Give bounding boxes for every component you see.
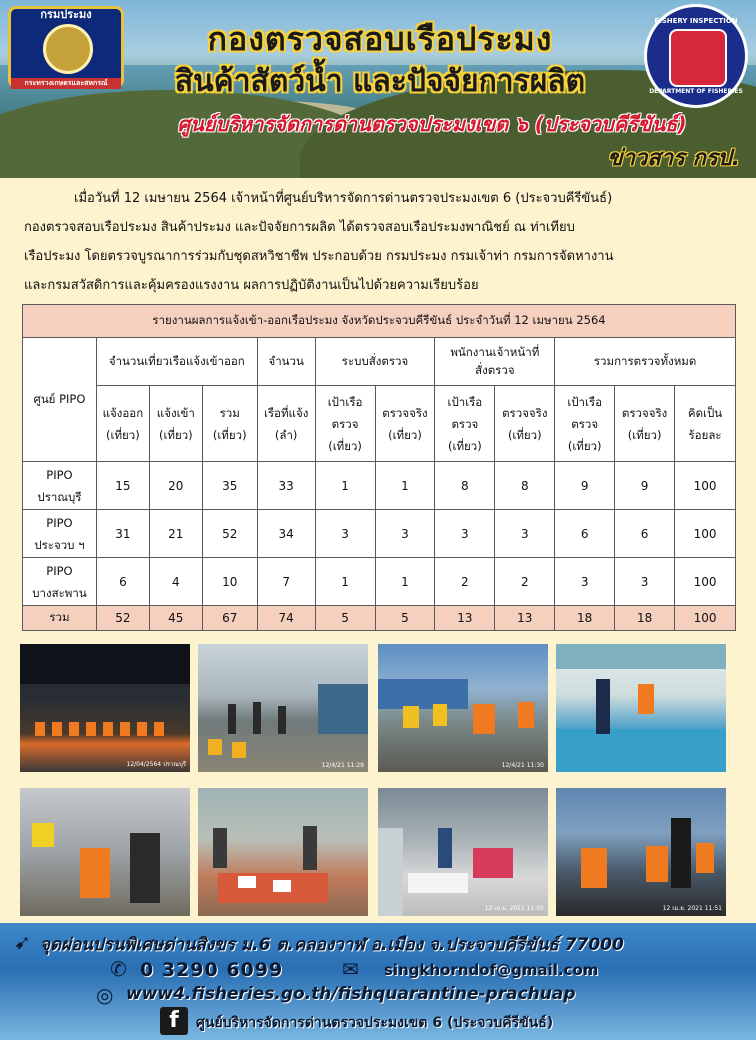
table-cell: 100: [675, 462, 736, 510]
actual-label: ตรวจจริง: [502, 405, 548, 420]
total-cell: 5: [375, 606, 435, 631]
table-cell: 52: [202, 510, 257, 558]
table-cell: 6: [96, 558, 149, 606]
table-cell: 1: [375, 462, 435, 510]
unit-label: (เที่ยว): [627, 427, 662, 442]
photo-boat-deck: [556, 644, 726, 772]
total-label: รวม: [23, 606, 97, 631]
title-line-3: ศูนย์บริหารจัดการด่านตรวจประมงเขต ๖ (ประจวบคีรีขันธ์): [177, 112, 687, 136]
table-cell: 3: [615, 558, 675, 606]
table-cell: 10: [202, 558, 257, 606]
col-group-boats: [257, 338, 315, 386]
center-name-a: PIPO: [46, 515, 73, 530]
photo-stamp: 12/4/21 11:29: [321, 762, 364, 769]
total-cell: 67: [202, 606, 257, 631]
target-label-b: ตรวจ: [571, 416, 599, 431]
photo-document-check: [198, 788, 368, 916]
table-cell: 33: [257, 462, 315, 510]
row-center-name: [23, 558, 97, 606]
shield-icon: [669, 29, 727, 87]
row-center-name: [23, 462, 97, 510]
table-cell: 4: [149, 558, 202, 606]
photo-stamp: 12/4/21 11:30: [501, 762, 544, 769]
photo-illustration: [198, 644, 368, 772]
logo-left-bottom-text: กระทรวงเกษตรและสหกรณ์: [11, 78, 121, 89]
table-cell: 2: [435, 558, 495, 606]
unit-label: (เที่ยว): [212, 427, 247, 442]
table-cell: 1: [315, 462, 375, 510]
total-cell: 74: [257, 606, 315, 631]
center-name-b: ประจวบ ฯ: [34, 537, 85, 552]
article-line-4: และกรมสวัสดิการและคุ้มครองแรงงาน ผลการปฏิบัติงานเป็นไปด้วยความเรียบร้อย: [24, 278, 479, 293]
photo-interview-indoor: [20, 788, 190, 916]
center-name-a: PIPO: [46, 563, 73, 578]
footer-facebook[interactable]: ศูนย์บริหารจัดการด่านตรวจประมงเขต 6 (ประจวบคีรีขันธ์): [196, 1015, 554, 1031]
table-cell: 9: [615, 462, 675, 510]
center-name-b: บางสะพาน: [32, 585, 87, 600]
photo-crew-lineup-night: [20, 644, 190, 772]
table-cell: 3: [375, 510, 435, 558]
unit-label: (เที่ยว): [328, 438, 362, 453]
photo-port-inspection-group: [198, 644, 368, 772]
fishery-inspection-logo: [644, 4, 748, 108]
sub-header-in: [149, 386, 202, 462]
photo-stamp: 12 เม.ย. 2021 11:51: [662, 905, 722, 912]
table-cell: 100: [675, 558, 736, 606]
photo-illustration: [198, 788, 368, 916]
table-cell: 21: [149, 510, 202, 558]
header-banner: [0, 0, 756, 178]
unit-label: (เที่ยว): [106, 427, 140, 442]
unit-label: (เที่ยว): [158, 427, 193, 442]
sub-boats-label: เรือที่แจ้ง: [263, 405, 309, 420]
globe-icon: ◎: [96, 983, 114, 1007]
sub-header-all-target: [555, 386, 615, 462]
total-cell: 45: [149, 606, 202, 631]
pipo-report-table: [22, 304, 736, 631]
logo-left-top-text: กรมประมง: [40, 8, 92, 21]
target-label-a: เป้าเรือ: [447, 394, 483, 409]
total-cell: 100: [675, 606, 736, 631]
col-group-trips: จำนวนเที่ยวเรือแจ้งเข้าออก: [96, 338, 257, 386]
table-cell: 6: [555, 510, 615, 558]
target-label-b: ตรวจ: [451, 416, 479, 431]
table-cell: 7: [257, 558, 315, 606]
table-cell: 2: [495, 558, 555, 606]
table-cell: 15: [96, 462, 149, 510]
col-group-boats-a: จำนวน: [268, 353, 304, 368]
center-name-b: ปราณบุรี: [37, 489, 82, 504]
table-cell: 20: [149, 462, 202, 510]
photo-illustration: [378, 788, 548, 916]
photo-registration-desk: [378, 788, 548, 916]
target-label-a: เป้าเรือ: [567, 394, 603, 409]
email-icon: ✉: [342, 957, 359, 981]
title-line-2: สินค้าสัตว์น้ำ และปัจจัยการผลิต: [174, 64, 586, 99]
sub-header-off-target: [435, 386, 495, 462]
article-line-1: เมื่อวันที่ 12 เมษายน 2564 เจ้าหน้าที่ศูนย์บริหารจัดการด่านตรวจประมงเขต 6 (ประจวบคีรีขันธ์): [74, 191, 613, 206]
sub-header-sys-actual: [375, 386, 435, 462]
actual-label: ตรวจจริง: [621, 405, 668, 420]
sub-in-label: แจ้งเข้า: [156, 405, 195, 420]
sub-header-out: [96, 386, 149, 462]
sub-header-total: [202, 386, 257, 462]
sub-header-off-actual: [495, 386, 555, 462]
sub-out-label: แจ้งออก: [102, 405, 144, 420]
table-cell: 100: [675, 510, 736, 558]
table-total-row: [23, 606, 736, 631]
table-cell: 9: [555, 462, 615, 510]
unit-label: (เที่ยว): [567, 438, 602, 453]
table-cell: 35: [202, 462, 257, 510]
col-group-officer: [435, 338, 555, 386]
col-group-total: รวมการตรวจทั้งหมด: [555, 338, 736, 386]
seal-icon: [43, 24, 93, 74]
table-row: [23, 558, 736, 606]
sub-header-all-actual: [615, 386, 675, 462]
footer-address: จุดผ่อนปรนพิเศษด่านสิงขร ม.6 ต.คลองวาฬ อ.เมือง จ.ประจวบคีรีขันธ์ 77000: [40, 935, 624, 955]
unit-label: (เที่ยว): [448, 438, 482, 453]
sub-total-label: รวม: [219, 405, 240, 420]
unit-label: (เที่ยว): [388, 427, 422, 442]
sub-header-sys-target: [315, 386, 375, 462]
logo-right-top-text: FISHERY INSPECTION: [654, 17, 738, 25]
article-paragraph: [24, 184, 736, 300]
table-title: รายงานผลการแจ้งเข้า-ออกเรือประมง จังหวัดประจวบคีรีขันธ์ ประจำวันที่ 12 เมษายน 2564: [23, 305, 736, 338]
table-cell: 1: [375, 558, 435, 606]
photo-officers-docs: [378, 644, 548, 772]
col-group-officer-a: พนักงานเจ้าหน้าที่: [450, 344, 540, 359]
footer-website[interactable]: www4.fisheries.go.th/fishquarantine-prachuap: [126, 984, 576, 1004]
article-line-3: เรือประมง โดยตรวจบูรณาการร่วมกับชุดสหวิชาชีพ ประกอบด้วย กรมประมง กรมเจ้าท่า กรมการจัดหางาน: [24, 249, 614, 264]
logo-right-bottom-text: DEPARTMENT OF FISHERIES: [649, 88, 743, 95]
table-cell: 3: [495, 510, 555, 558]
sub-header-boats: [257, 386, 315, 462]
table-row: [23, 462, 736, 510]
title-line-1: กองตรวจสอบเรือประมง: [207, 20, 553, 58]
photo-stamp: 12 เม.ย. 2021 11:05: [484, 905, 544, 912]
photo-illustration: [20, 788, 190, 916]
total-cell: 18: [615, 606, 675, 631]
article-line-2: กองตรวจสอบเรือประมง สินค้าประมง และปัจจัยการผลิต ได้ตรวจสอบเรือประมงพาณิชย์ ณ ท่าเทียบ: [24, 220, 575, 235]
table-cell: 34: [257, 510, 315, 558]
col-group-officer-b: สั่งตรวจ: [475, 362, 515, 377]
footer-phone[interactable]: 0 3290 6099: [140, 959, 284, 981]
table-cell: 3: [555, 558, 615, 606]
total-cell: 5: [315, 606, 375, 631]
total-cell: 52: [96, 606, 149, 631]
total-cell: 18: [555, 606, 615, 631]
unit-boat-label: (ลำ): [274, 427, 298, 442]
center-name-a: PIPO: [46, 467, 73, 482]
facebook-icon: f: [160, 1007, 188, 1035]
map-pin-icon: ➹: [14, 930, 31, 954]
table-cell: 3: [315, 510, 375, 558]
photo-illustration: [378, 644, 548, 772]
photo-illustration: [556, 644, 726, 772]
total-cell: 13: [435, 606, 495, 631]
sub-header-percent: [675, 386, 736, 462]
table-row: [23, 510, 736, 558]
department-of-fisheries-logo: [8, 6, 124, 88]
footer-email[interactable]: singkhorndof@gmail.com: [384, 961, 599, 979]
news-label: ข่าวสาร กรป.: [607, 146, 740, 171]
total-cell: 13: [495, 606, 555, 631]
table-cell: 31: [96, 510, 149, 558]
percent-label-b: ร้อยละ: [688, 427, 722, 442]
col-center-header: ศูนย์ PIPO: [23, 338, 97, 462]
photo-illustration: [20, 644, 190, 772]
photo-stamp: 12/04/2564 ปราณบุรี: [126, 761, 186, 768]
phone-icon: ✆: [110, 957, 127, 981]
target-label-b: ตรวจ: [331, 416, 359, 431]
table-cell: 1: [315, 558, 375, 606]
photo-illustration: [556, 788, 726, 916]
table-cell: 8: [495, 462, 555, 510]
photo-crew-temperature-check: [556, 788, 726, 916]
unit-label: (เที่ยว): [507, 427, 542, 442]
table-cell: 8: [435, 462, 495, 510]
table-cell: 3: [435, 510, 495, 558]
target-label-a: เป้าเรือ: [327, 394, 363, 409]
actual-label: ตรวจจริง: [382, 405, 428, 420]
percent-label-a: คิดเป็น: [687, 405, 723, 420]
table-cell: 6: [615, 510, 675, 558]
row-center-name: [23, 510, 97, 558]
col-group-system: ระบบสั่งตรวจ: [315, 338, 435, 386]
